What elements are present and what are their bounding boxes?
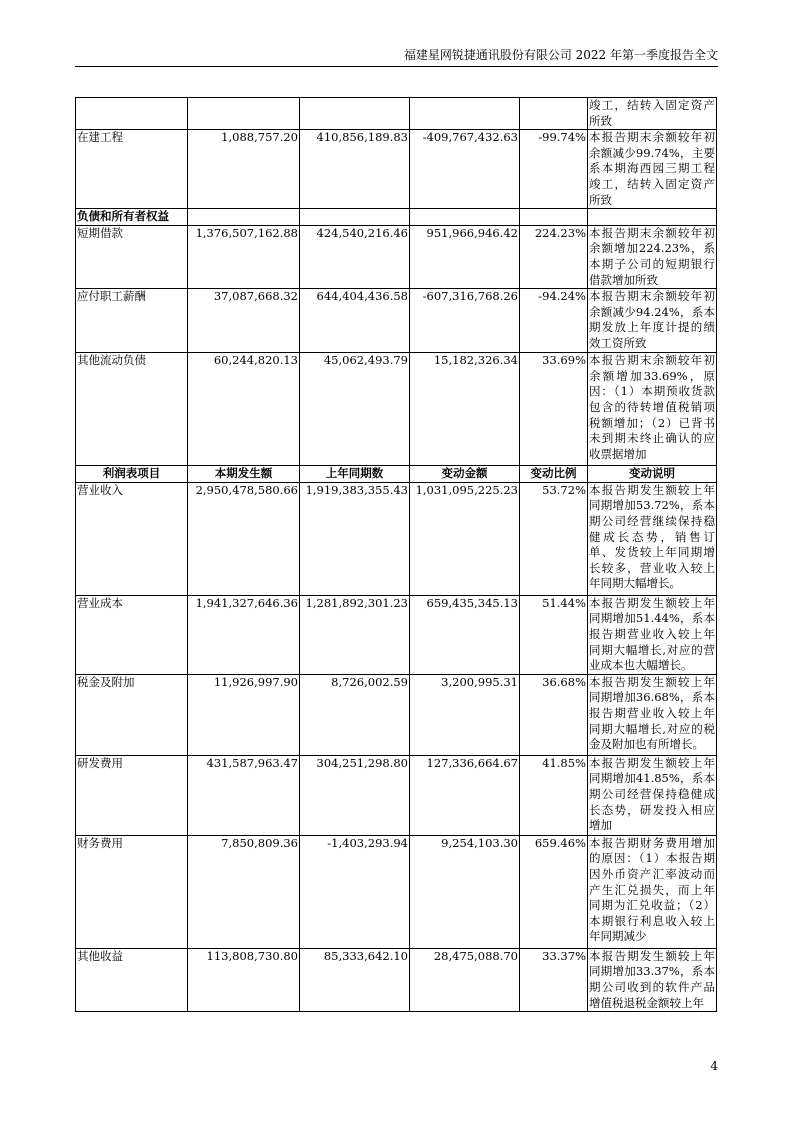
change-ratio: 224.23% (520, 225, 588, 288)
item-name (76, 98, 188, 130)
change-ratio: 36.68% (520, 674, 588, 755)
change-explanation: 竣工，结转入固定资产所致 (588, 98, 717, 130)
change-explanation: 本报告期发生额较上年同期增加41.85%，系本期公司经营保持稳健成长态势，研发投入相应增加 (588, 755, 717, 835)
current-value (188, 98, 300, 130)
table-row (76, 835, 717, 948)
header-prior: 上年同期数 (300, 466, 410, 483)
change-value: -409,767,432.63 (410, 130, 520, 209)
item-name: 研发费用 (76, 755, 188, 835)
section-title: 负债和所有者权益 (76, 209, 188, 226)
change-explanation: 本报告期财务费用增加的原因：（1）本报告期因外币资产汇率波动而产生汇兑损失，而上年同期为汇兑收益；（2）本期银行利息收入较上年同期减少 (588, 835, 717, 948)
table-row (76, 482, 717, 595)
item-name: 营业收入 (76, 482, 188, 595)
change-explanation: 本报告期末余额较年初余额减少94.24%，系本期发放上年度计提的绩效工资所致 (588, 289, 717, 353)
current-value: 1,941,327,646.36 (188, 595, 300, 674)
item-name: 在建工程 (76, 130, 188, 209)
header-current: 本期发生额 (188, 466, 300, 483)
empty-cell (588, 209, 717, 226)
prior-value (300, 98, 410, 130)
change-value: 15,182,326.34 (410, 353, 520, 466)
current-value: 113,808,730.80 (188, 948, 300, 1011)
change-value (410, 98, 520, 130)
current-value: 11,926,997.90 (188, 674, 300, 755)
prior-value: 8,726,002.59 (300, 674, 410, 755)
change-explanation: 本报告期发生额较上年同期增加51.44%，系本报告期营业收入较上年同期大幅增长,对应的营业成本也大幅增长。 (588, 595, 717, 674)
prior-value: -1,403,293.94 (300, 835, 410, 948)
change-value: 951,966,946.42 (410, 225, 520, 288)
table-row (76, 289, 717, 353)
table-row (76, 755, 717, 835)
item-name: 其他流动负债 (76, 353, 188, 466)
income-header-row (76, 466, 717, 483)
change-explanation: 本报告期末余额较年初余额增加224.23%，系本期子公司的短期银行借款增加所致 (588, 225, 717, 288)
change-ratio: 41.85% (520, 755, 588, 835)
header-item: 利润表项目 (76, 466, 188, 483)
item-name: 应付职工薪酬 (76, 289, 188, 353)
table-row (76, 98, 717, 130)
current-value: 1,088,757.20 (188, 130, 300, 209)
table-row (76, 225, 717, 288)
header-explanation: 变动说明 (588, 466, 717, 483)
current-value: 7,850,809.36 (188, 835, 300, 948)
item-name: 营业成本 (76, 595, 188, 674)
current-value: 431,587,963.47 (188, 755, 300, 835)
table-row (76, 595, 717, 674)
change-value: 127,336,664.67 (410, 755, 520, 835)
empty-cell (300, 209, 410, 226)
change-value: 28,475,088.70 (410, 948, 520, 1011)
change-explanation: 本报告期末余额较年初余额增加33.69%，原因：（1）本期预收货款包含的待转增值税销项税额增加；（2）已背书未到期未终止确认的应收票据增加 (588, 353, 717, 466)
change-value: 9,254,103.30 (410, 835, 520, 948)
page-number: 4 (710, 1059, 718, 1073)
section-row (76, 209, 717, 226)
change-ratio (520, 98, 588, 130)
item-name: 短期借款 (76, 225, 188, 288)
table-row (76, 674, 717, 755)
change-ratio: -94.24% (520, 289, 588, 353)
current-value: 60,244,820.13 (188, 353, 300, 466)
table-row (76, 948, 717, 1011)
change-value: 3,200,995.31 (410, 674, 520, 755)
change-ratio: -99.74% (520, 130, 588, 209)
empty-cell (410, 209, 520, 226)
change-ratio: 33.37% (520, 948, 588, 1011)
current-value: 2,950,478,580.66 (188, 482, 300, 595)
change-explanation: 本报告期发生额较上年同期增加53.72%，系本期公司经营继续保持稳健成长态势，销售订单、发货较上年同期增长较多，营业收入较上年同期大幅增长。 (588, 482, 717, 595)
financial-change-table (75, 97, 717, 1012)
prior-value: 644,404,436.58 (300, 289, 410, 353)
prior-value: 424,540,216.46 (300, 225, 410, 288)
header-title: 福建星网锐捷通讯股份有限公司 2022 年第一季度报告全文 (403, 48, 718, 62)
change-explanation: 本报告期发生额较上年同期增加33.37%，系本期公司收到的软件产品增值税退税金额较上年 (588, 948, 717, 1011)
item-name: 其他收益 (76, 948, 188, 1011)
current-value: 37,087,668.32 (188, 289, 300, 353)
current-value: 1,376,507,162.88 (188, 225, 300, 288)
change-explanation: 本报告期末余额较年初余额减少99.74%，主要系本期海西园三期工程竣工，结转入固定资产所致 (588, 130, 717, 209)
item-name: 税金及附加 (76, 674, 188, 755)
item-name: 财务费用 (76, 835, 188, 948)
header-change: 变动金额 (410, 466, 520, 483)
prior-value: 85,333,642.10 (300, 948, 410, 1011)
change-explanation: 本报告期发生额较上年同期增加36.68%，系本报告期营业收入较上年同期大幅增长,对应的税金及附加也有所增长。 (588, 674, 717, 755)
empty-cell (520, 209, 588, 226)
change-value: 1,031,095,225.23 (410, 482, 520, 595)
prior-value: 410,856,189.83 (300, 130, 410, 209)
change-value: -607,316,768.26 (410, 289, 520, 353)
change-value: 659,435,345.13 (410, 595, 520, 674)
empty-cell (188, 209, 300, 226)
change-ratio: 51.44% (520, 595, 588, 674)
prior-value: 1,919,383,355.43 (300, 482, 410, 595)
table-row (76, 130, 717, 209)
change-ratio: 33.69% (520, 353, 588, 466)
change-ratio: 53.72% (520, 482, 588, 595)
header-ratio: 变动比例 (520, 466, 588, 483)
page-header (75, 46, 718, 67)
prior-value: 1,281,892,301.23 (300, 595, 410, 674)
prior-value: 45,062,493.79 (300, 353, 410, 466)
table-row (76, 353, 717, 466)
prior-value: 304,251,298.80 (300, 755, 410, 835)
change-ratio: 659.46% (520, 835, 588, 948)
